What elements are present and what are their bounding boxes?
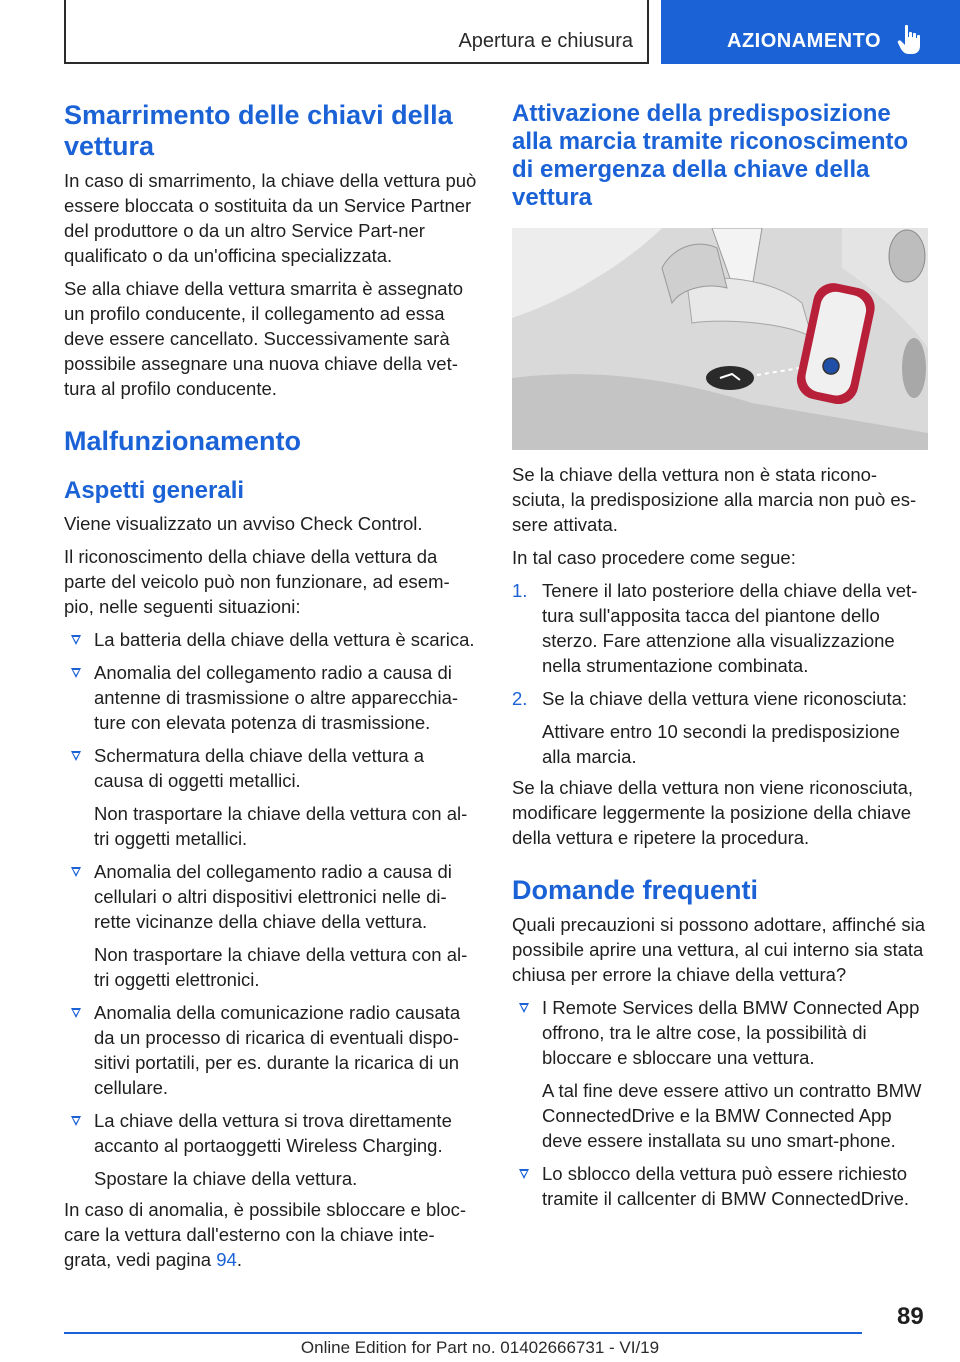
page-link[interactable]: 94 xyxy=(216,1249,237,1270)
paragraph: Se alla chiave della vettura smarrita è assegnato un profilo conducente, il collegamento ad essa deve essere cancellato. Successivamente sarà possibile assegnare una nuova chiave della vet-tura al profilo conducente. xyxy=(64,278,463,399)
step-number: 2. xyxy=(512,688,528,709)
list-item: La batteria della chiave della vettura è scarica. xyxy=(64,627,478,652)
list-item: Schermatura della chiave della vettura a causa di oggetti metallici. xyxy=(64,743,478,793)
heading-general: Aspetti generali xyxy=(64,477,245,504)
list-item-note: Non trasportare la chiave della vettura con al-tri oggetti elettronici. xyxy=(94,944,468,990)
footer-divider xyxy=(64,1332,862,1334)
pointing-hand-icon xyxy=(897,24,923,56)
triangle-bullet-icon xyxy=(71,751,81,761)
list-item: La chiave della vettura si trova direttamente accanto al portaoggetti Wireless Charging. xyxy=(64,1108,478,1158)
list-item: I Remote Services della BMW Connected App offrono, tra le altre cose, la possibilità di bloccare e sbloccare una vettura. xyxy=(512,995,928,1070)
header-section-box xyxy=(64,0,649,64)
steering-column-illustration xyxy=(512,228,928,450)
list-item: 1. Tenere il lato posteriore della chiave della vet-tura sull'apposita tacca del piantone dello sterzo. Fare attenzione alla visualizzazione nella strumentazione combinata. xyxy=(512,580,918,676)
triangle-bullet-icon xyxy=(519,1003,529,1013)
list-item-note: Spostare la chiave della vettura. xyxy=(94,1168,358,1189)
header-section-title: Apertura e chiusura xyxy=(458,30,633,52)
triangle-bullet-icon xyxy=(71,867,81,877)
triangle-bullet-icon xyxy=(71,1116,81,1126)
header-chapter-title: AZIONAMENTO xyxy=(727,30,882,52)
paragraph: In caso di smarrimento, la chiave della vettura può essere bloccata o sostituita da un Service Partner del produttore o da un altro Service Part-ner qualificato o da un'officina specializzata. xyxy=(64,170,477,266)
list-item: Lo sblocco della vettura può essere richiesto tramite il callcenter di BMW ConnectedDrive. xyxy=(512,1161,928,1211)
header-chapter-box xyxy=(661,0,960,64)
paragraph: Se la chiave della vettura non è stata ricono-sciuta, la predisposizione alla marcia non può es-sere attivata. xyxy=(512,464,917,535)
triangle-bullet-icon xyxy=(71,1008,81,1018)
list-item-note: Attivare entro 10 secondi la predisposizione alla marcia. xyxy=(542,721,900,767)
heading-malfunction: Malfunzionamento xyxy=(64,426,301,456)
step-number: 1. xyxy=(512,580,528,601)
triangle-bullet-icon xyxy=(71,635,81,645)
triangle-bullet-icon xyxy=(71,668,81,678)
right-column xyxy=(512,100,928,1211)
paragraph: Il riconoscimento della chiave della vettura da parte del veicolo può non funzionare, ad esem-pio, nelle seguenti situazioni: xyxy=(64,546,450,617)
paragraph: Se la chiave della vettura non viene riconosciuta, modificare leggermente la posizione della chiave della vettura e ripetere la procedura. xyxy=(512,777,914,848)
list-item-note: Non trasportare la chiave della vettura con al-tri oggetti metallici. xyxy=(94,803,468,849)
triangle-bullet-icon xyxy=(519,1169,529,1179)
key-emergency-figure xyxy=(512,228,928,450)
paragraph: Quali precauzioni si possono adottare, affinché sia possibile aprire una vettura, al cui interno sia stata chiusa per errore la chiave della vettura? xyxy=(512,914,926,985)
heading-faq: Domande frequenti xyxy=(512,875,759,905)
heading-lost-keys: Smarrimento delle chiavi della vettura xyxy=(64,100,453,161)
paragraph: In caso di anomalia, è possibile sbloccare e bloc-care la vettura dall'esterno con la chiave inte-grata, vedi pagina 94. xyxy=(64,1199,467,1270)
list-item: Anomalia della comunicazione radio causata da un processo di ricarica di eventuali dispo-sitivi portatili, per es. durante la ricarica di un cellulare. xyxy=(64,1000,478,1100)
heading-emergency: Attivazione della predisposizione alla marcia tramite riconoscimento di emergenza della chiave della vettura xyxy=(512,100,909,211)
list-item-note: A tal fine deve essere attivo un contratto BMW ConnectedDrive e la BMW Connected App deve essere installata su uno smart-phone. xyxy=(542,1080,922,1151)
footer-edition: Online Edition for Part no. 01402666731 - VI/19 xyxy=(300,1338,660,1357)
paragraph: In tal caso procedere come segue: xyxy=(512,547,796,568)
list-item: Anomalia del collegamento radio a causa di antenne di trasmissione o altre apparecchia-ture con elevata potenza di trasmissione. xyxy=(64,660,478,735)
list-item: 2. Se la chiave della vettura viene riconosciuta: xyxy=(512,688,908,709)
list-item: Anomalia del collegamento radio a causa di cellulari o altri dispositivi elettronici nelle di-rette vicinanze della chiave della vettura. xyxy=(64,859,478,934)
page-number: 89 xyxy=(897,1303,924,1330)
paragraph: Viene visualizzato un avviso Check Control. xyxy=(64,513,423,534)
left-column xyxy=(64,100,478,1272)
